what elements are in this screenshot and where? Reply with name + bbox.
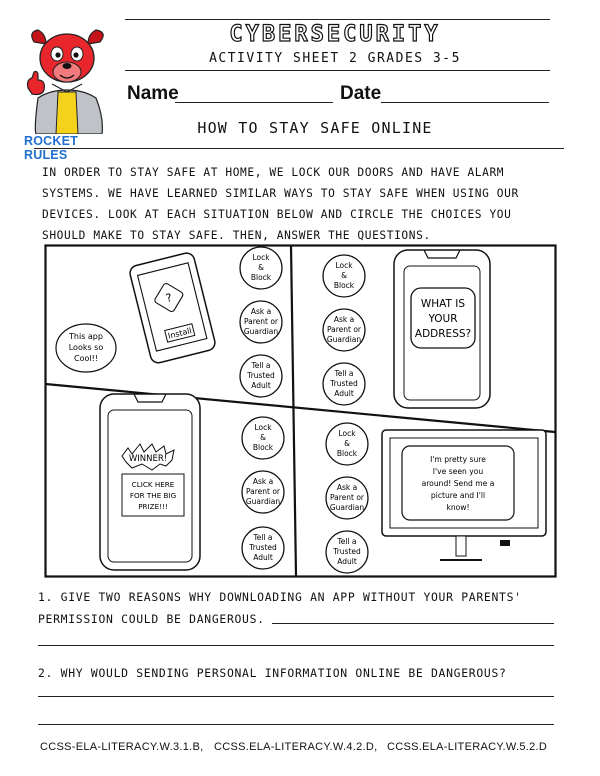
choice-trusted-adult[interactable] (242, 527, 284, 569)
choice-lock-block[interactable] (323, 255, 365, 297)
winner-text: WINNER! (128, 454, 168, 464)
speech-line: This app (69, 332, 103, 341)
svg-text:Lock: Lock (252, 253, 270, 262)
instructions-line: SYSTEMS. WE HAVE LEARNED SIMILAR WAYS TO STAY SAFE WHEN USING OUR (42, 187, 519, 200)
svg-text:Block: Block (252, 443, 274, 452)
page-subtitle: ACTIVITY SHEET 2 GRADES 3-5 (209, 51, 461, 66)
svg-text:Ask a: Ask a (252, 477, 274, 486)
svg-text:Tell a: Tell a (337, 537, 357, 546)
speech-line: Looks so (68, 343, 104, 352)
choice-group (242, 417, 284, 569)
choice-ask-parent[interactable] (242, 471, 284, 513)
prize-line[interactable]: PRIZE!!! (138, 502, 168, 511)
question-1-text-cont: PERMISSION COULD BE DANGEROUS. (38, 612, 265, 626)
svg-text:Ask a: Ask a (336, 483, 358, 492)
svg-text:Adult: Adult (334, 389, 354, 398)
instructions-line: SHOULD MAKE TO STAY SAFE. THEN, ANSWER THE QUESTIONS. (42, 229, 431, 242)
svg-text:Trusted: Trusted (333, 547, 361, 556)
svg-text:?: ? (164, 290, 174, 306)
svg-text:Adult: Adult (337, 557, 357, 566)
standard-code: CCSS.ELA-LITERACY.W.4.2.D, (214, 741, 378, 753)
subtitle-rule (125, 70, 550, 71)
svg-text:Guardian: Guardian (326, 335, 362, 344)
instructions-line: IN ORDER TO STAY SAFE AT HOME, WE LOCK OUR DOORS AND HAVE ALARM (42, 166, 505, 179)
choice-group (323, 255, 365, 405)
monitor-message-line: picture and I'll (430, 491, 486, 500)
message-line: WHAT IS (420, 298, 466, 310)
choice-group (240, 247, 282, 397)
mascot-logo (24, 28, 110, 134)
page-title: CYBERSECURITY (229, 22, 441, 47)
date-label: Date (340, 83, 382, 104)
section-heading: HOW TO STAY SAFE ONLINE (197, 119, 433, 137)
svg-text:Parent or: Parent or (326, 325, 362, 334)
choice-ask-parent[interactable] (240, 301, 282, 343)
heading-rule (34, 148, 564, 149)
svg-text:&: & (260, 433, 266, 442)
monitor-message-line: I've seen you (432, 467, 484, 476)
brand-name: ROCKET RULES (24, 134, 78, 162)
choice-ask-parent[interactable] (323, 309, 365, 351)
svg-text:&: & (258, 263, 264, 272)
monitor-message-line: I'm pretty sure (430, 455, 486, 464)
answer-line-2[interactable] (38, 645, 554, 646)
choice-lock-block[interactable] (326, 423, 368, 465)
svg-text:&: & (344, 439, 350, 448)
monitor-message-line: know! (446, 503, 470, 512)
instructions-text (42, 162, 562, 246)
question-1-text: 1. GIVE TWO REASONS WHY DOWNLOADING AN APP WITHOUT YOUR PARENTS' (38, 590, 522, 604)
svg-text:Adult: Adult (253, 553, 273, 562)
svg-text:Guardian: Guardian (245, 497, 281, 506)
svg-text:Adult: Adult (251, 381, 271, 390)
svg-text:&: & (341, 271, 347, 280)
instructions-line: DEVICES. LOOK AT EACH SITUATION BELOW AND CIRCLE THE CHOICES YOU (42, 208, 512, 221)
choice-trusted-adult[interactable] (326, 531, 368, 573)
install-button-label: Install (167, 326, 193, 341)
answer-line-3[interactable] (38, 696, 554, 697)
svg-text:Trusted: Trusted (249, 543, 277, 552)
prize-line[interactable]: FOR THE BIG (129, 491, 177, 500)
svg-text:Lock: Lock (335, 261, 353, 270)
svg-text:Trusted: Trusted (330, 379, 358, 388)
svg-text:Parent or: Parent or (329, 493, 365, 502)
svg-text:Tell a: Tell a (251, 361, 271, 370)
choice-lock-block[interactable] (240, 247, 282, 289)
svg-text:Block: Block (250, 273, 272, 282)
choice-lock-block[interactable] (242, 417, 284, 459)
svg-text:Guardian: Guardian (329, 503, 365, 512)
name-label: Name (127, 83, 179, 104)
svg-text:Parent or: Parent or (245, 487, 281, 496)
monitor-message-line: around! Send me a (421, 479, 495, 488)
choice-trusted-adult[interactable] (323, 363, 365, 405)
svg-text:Lock: Lock (338, 429, 356, 438)
message-line: YOUR (428, 313, 458, 325)
choice-trusted-adult[interactable] (240, 355, 282, 397)
svg-text:Tell a: Tell a (253, 533, 273, 542)
svg-text:Ask a: Ask a (250, 307, 272, 316)
scenario-panels (44, 244, 557, 578)
svg-text:Parent or: Parent or (243, 317, 279, 326)
choice-group (326, 423, 368, 573)
answer-line-1[interactable] (272, 623, 554, 624)
name-field-line[interactable] (175, 102, 333, 103)
svg-text:Tell a: Tell a (334, 369, 354, 378)
svg-text:Block: Block (336, 449, 358, 458)
standard-code: CCSS.ELA-LITERACY.W.5.2.D (387, 741, 548, 753)
svg-text:Block: Block (333, 281, 355, 290)
speech-line: Cool!! (73, 354, 99, 363)
top-rule (125, 19, 550, 20)
svg-text:Trusted: Trusted (247, 371, 275, 380)
date-field-line[interactable] (381, 102, 549, 103)
standard-code: CCSS-ELA-LITERACY.W.3.1.B, (40, 741, 204, 753)
svg-text:Guardian: Guardian (243, 327, 279, 336)
svg-text:Lock: Lock (254, 423, 272, 432)
message-line: ADDRESS? (414, 328, 472, 340)
choice-ask-parent[interactable] (326, 477, 368, 519)
answer-line-4[interactable] (38, 724, 554, 725)
panel-address-request (394, 250, 490, 408)
panel-prize-scam (100, 394, 200, 570)
question-2-text: 2. WHY WOULD SENDING PERSONAL INFORMATION ONLINE BE DANGEROUS? (38, 666, 507, 680)
svg-text:Ask a: Ask a (333, 315, 355, 324)
prize-line[interactable]: CLICK HERE (131, 480, 175, 489)
